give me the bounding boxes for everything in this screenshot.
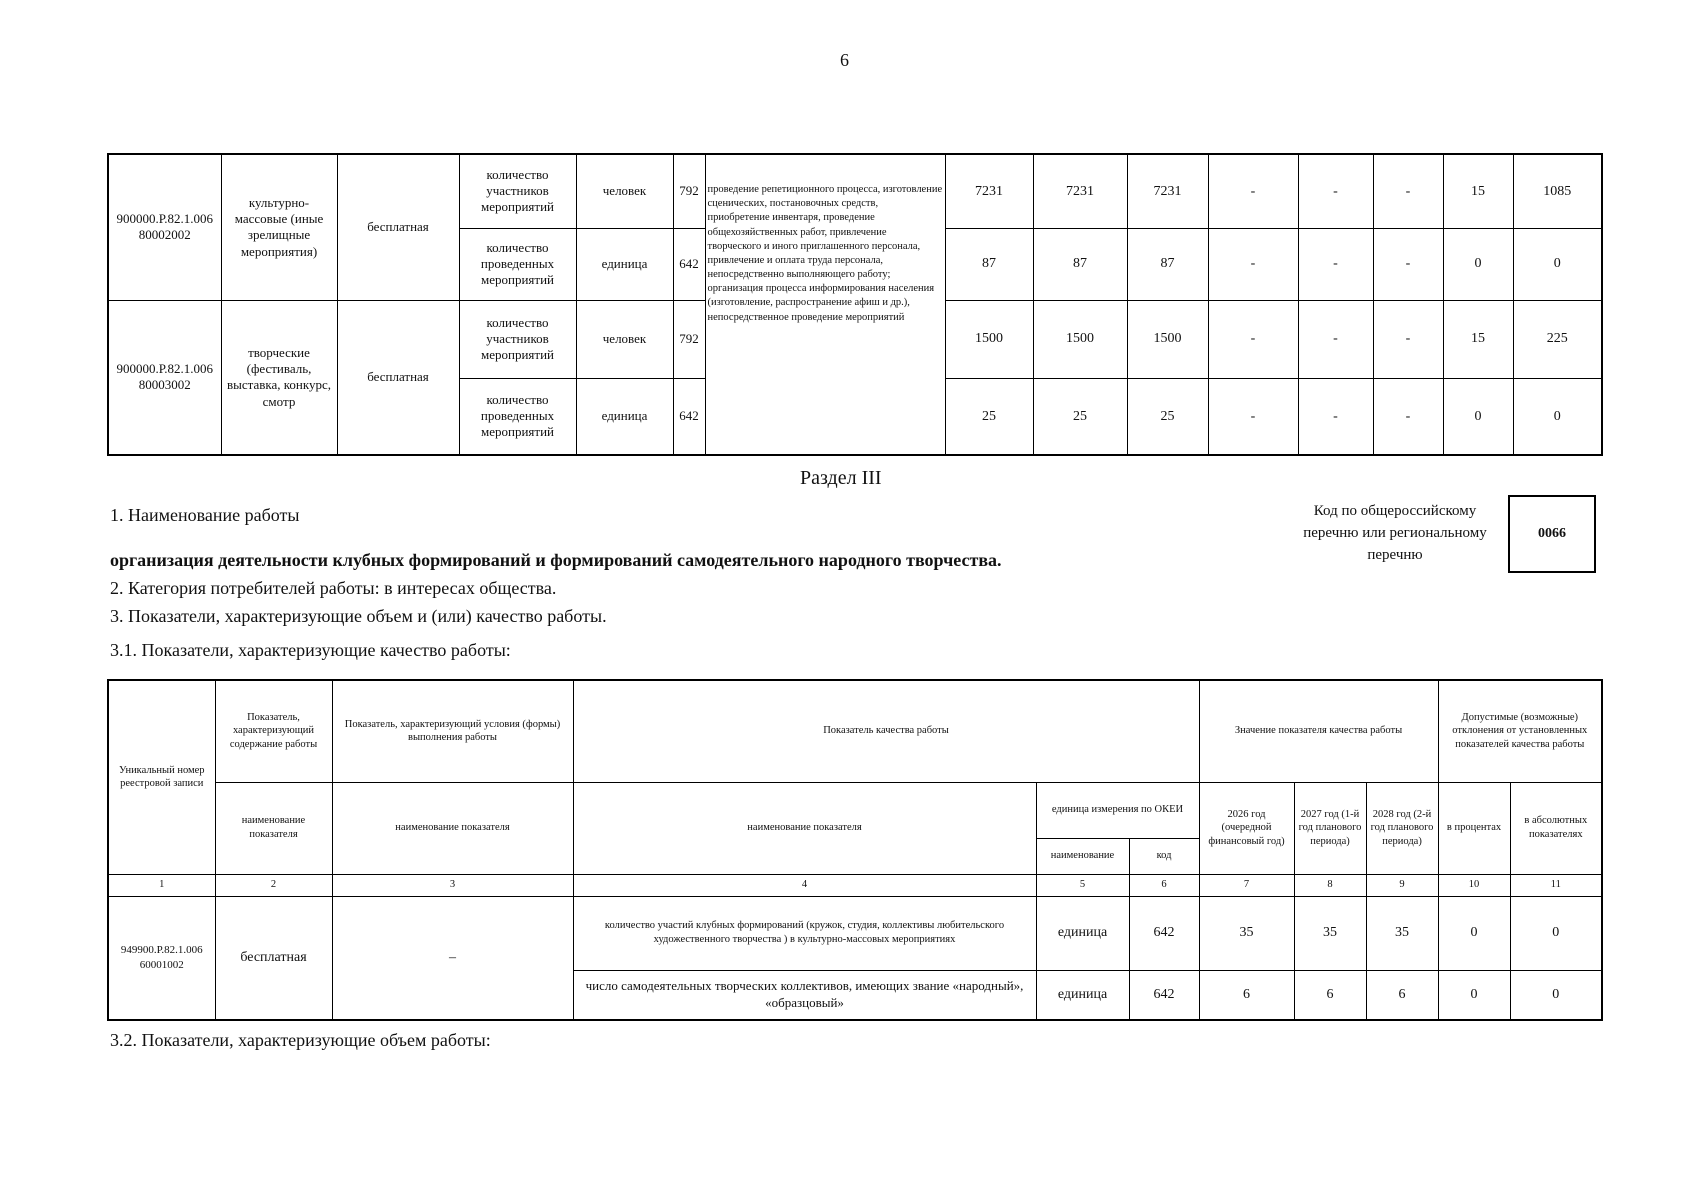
indicator-name: число самодеятельных творческих коллективов, имеющих звание «народный», «образцовый» — [573, 970, 1036, 1020]
value-cell: 15 — [1443, 154, 1513, 228]
volume-indicators-heading: 3.2. Показатели, характеризующие объем работы: — [110, 1030, 491, 1050]
value-cell: 7231 — [1127, 154, 1208, 228]
value-cell: - — [1373, 300, 1443, 378]
header-content: Показатель, характеризующий содержание работы — [215, 680, 332, 782]
value-cell: 15 — [1443, 300, 1513, 378]
registry-code: 900000.Р.82.1.006 80002002 — [108, 154, 221, 300]
value-cell: 0 — [1443, 378, 1513, 455]
header-absolute: в абсолютных показателях — [1510, 782, 1602, 874]
indicator-name: количество проведенных мероприятий — [459, 378, 576, 455]
column-number: 3 — [332, 874, 573, 896]
work-description: проведение репетиционного процесса, изготовление сценических, постановочных средств, приобретение инвентаря, проведение общехозяйственных работ, привлечение творческого и иного приглашенного персонала, привлечение и оплата труда персонала, непосредственно выполняющего работу; организация процесса информирования населения (изготовление, распространение афиш и др.), непосредственное проведение мероприятий — [705, 154, 945, 455]
value-cell: 0 — [1438, 896, 1510, 970]
value-cell: 6 — [1199, 970, 1294, 1020]
value-cell: 25 — [945, 378, 1033, 455]
value-cell: - — [1298, 300, 1373, 378]
column-numbers-row — [108, 874, 1602, 896]
value-cell: - — [1298, 228, 1373, 300]
unit-name: единица — [1036, 970, 1129, 1020]
consumer-category: 2. Категория потребителей работы: в интересах общества. — [110, 578, 557, 598]
header-unit-code: код — [1129, 838, 1199, 874]
value-cell: 0 — [1443, 228, 1513, 300]
value-cell: 1500 — [1127, 300, 1208, 378]
table-row — [108, 896, 1602, 970]
content-indicator: творческие (фестиваль, выставка, конкурс, смотр — [221, 300, 337, 455]
table-row — [108, 154, 1602, 228]
column-number: 9 — [1366, 874, 1438, 896]
value-cell: 6 — [1366, 970, 1438, 1020]
header-unit-okei: единица измерения по ОКЕИ — [1036, 782, 1199, 838]
value-cell: 87 — [945, 228, 1033, 300]
code-box: 0066 — [1508, 495, 1596, 573]
value-cell: 7231 — [1033, 154, 1127, 228]
column-number: 10 — [1438, 874, 1510, 896]
value-cell: - — [1208, 300, 1298, 378]
unit-name: единица — [1036, 896, 1129, 970]
condition-indicator: бесплатная — [337, 154, 459, 300]
unit-code: 792 — [673, 154, 705, 228]
unit-code: 642 — [1129, 970, 1199, 1020]
value-cell: - — [1373, 228, 1443, 300]
column-number: 8 — [1294, 874, 1366, 896]
volume-indicators-table — [107, 153, 1603, 456]
section-title: Раздел III — [800, 467, 882, 489]
value-cell: 0 — [1510, 896, 1602, 970]
value-cell: 0 — [1510, 970, 1602, 1020]
value-cell: - — [1208, 378, 1298, 455]
unit-name: единица — [576, 228, 673, 300]
registry-code: 949900.Р.82.1.006 60001002 — [108, 896, 215, 1020]
value-cell: 25 — [1127, 378, 1208, 455]
unit-name: человек — [576, 300, 673, 378]
header-year-2028: 2028 год (2-й год планового периода) — [1366, 782, 1438, 874]
header-year-2027: 2027 год (1-й год планового периода) — [1294, 782, 1366, 874]
column-number: 11 — [1510, 874, 1602, 896]
value-cell: 0 — [1438, 970, 1510, 1020]
content-indicator: культурно-массовые (иные зрелищные мероприятия) — [221, 154, 337, 300]
work-name-label: 1. Наименование работы — [110, 505, 300, 525]
value-cell: 0 — [1513, 378, 1602, 455]
value-cell: 1085 — [1513, 154, 1602, 228]
unit-code: 642 — [1129, 896, 1199, 970]
unit-code: 792 — [673, 300, 705, 378]
page-number: 6 — [840, 50, 849, 70]
column-number: 1 — [108, 874, 215, 896]
value-cell: 87 — [1033, 228, 1127, 300]
value-cell: - — [1298, 154, 1373, 228]
header-row — [108, 782, 1602, 838]
quality-indicators-table — [107, 679, 1603, 1021]
header-row — [108, 680, 1602, 782]
indicators-heading: 3. Показатели, характеризующие объем и (или) качество работы. — [110, 606, 607, 626]
value-cell: 225 — [1513, 300, 1602, 378]
indicator-name: количество участников мероприятий — [459, 300, 576, 378]
indicator-name: количество участников мероприятий — [459, 154, 576, 228]
condition-indicator: бесплатная — [337, 300, 459, 455]
header-unit-name: наименование — [1036, 838, 1129, 874]
header-deviation: Допустимые (возможные) отклонения от установленных показателей качества работы — [1438, 680, 1602, 782]
condition-indicator: – — [332, 896, 573, 1020]
header-year-2026: 2026 год (очередной финансовый год) — [1199, 782, 1294, 874]
value-cell: 87 — [1127, 228, 1208, 300]
header-quality: Показатель качества работы — [573, 680, 1199, 782]
value-cell: 25 — [1033, 378, 1127, 455]
header-condition: Показатель, характеризующий условия (формы) выполнения работы — [332, 680, 573, 782]
header-name-indicator: наименование показателя — [215, 782, 332, 874]
indicator-name: количество проведенных мероприятий — [459, 228, 576, 300]
column-number: 5 — [1036, 874, 1129, 896]
value-cell: 35 — [1199, 896, 1294, 970]
value-cell: 0 — [1513, 228, 1602, 300]
value-cell: - — [1373, 154, 1443, 228]
header-percent: в процентах — [1438, 782, 1510, 874]
content-indicator: бесплатная — [215, 896, 332, 1020]
indicator-name: количество участий клубных формирований (кружок, студия, коллективы любительского художественного творчества ) в культурно-массовых мероприятиях — [573, 896, 1036, 970]
unit-name: единица — [576, 378, 673, 455]
unit-code: 642 — [673, 228, 705, 300]
column-number: 6 — [1129, 874, 1199, 896]
work-name: организация деятельности клубных формирований и формирований самодеятельного народного творчества. — [110, 550, 1002, 570]
value-cell: 6 — [1294, 970, 1366, 1020]
header-unique-number: Уникальный номер реестровой записи — [108, 680, 215, 874]
header-name-indicator: наименование показателя — [573, 782, 1036, 874]
value-cell: 7231 — [945, 154, 1033, 228]
unit-code: 642 — [673, 378, 705, 455]
column-number: 4 — [573, 874, 1036, 896]
column-number: 2 — [215, 874, 332, 896]
value-cell: - — [1208, 154, 1298, 228]
unit-name: человек — [576, 154, 673, 228]
value-cell: 35 — [1294, 896, 1366, 970]
header-value: Значение показателя качества работы — [1199, 680, 1438, 782]
registry-code: 900000.Р.82.1.006 80003002 — [108, 300, 221, 455]
header-name-indicator: наименование показателя — [332, 782, 573, 874]
value-cell: - — [1373, 378, 1443, 455]
code-label: Код по общероссийскому перечню или региональному перечню — [1303, 503, 1487, 563]
value-cell: 1500 — [1033, 300, 1127, 378]
value-cell: - — [1208, 228, 1298, 300]
column-number: 7 — [1199, 874, 1294, 896]
value-cell: 35 — [1366, 896, 1438, 970]
quality-indicators-heading: 3.1. Показатели, характеризующие качество работы: — [110, 640, 511, 660]
value-cell: 1500 — [945, 300, 1033, 378]
value-cell: - — [1298, 378, 1373, 455]
